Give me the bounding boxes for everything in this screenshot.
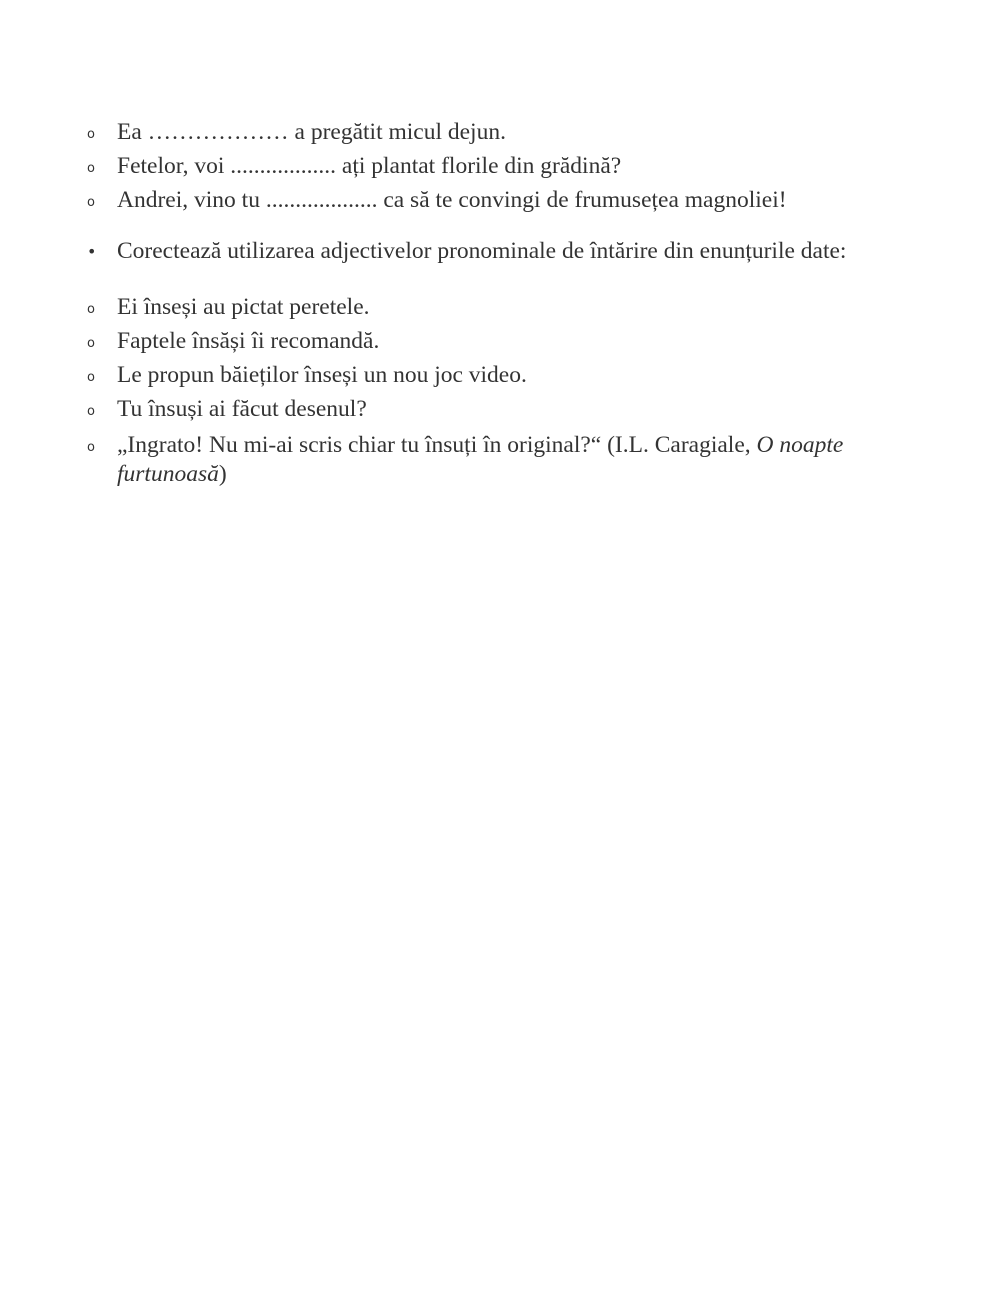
- fill-in-sentence-2: Fetelor, voi .................. ați plantat florile din grădină?: [117, 153, 622, 179]
- list-marker: o: [87, 195, 95, 210]
- correction-sentence-4: Tu însuși ai făcut desenul?: [117, 396, 367, 422]
- fill-in-sentence-3: Andrei, vino tu ................... ca să te convingi de frumusețea magnoliei!: [117, 187, 787, 213]
- list-marker: o: [87, 161, 95, 176]
- bullet-marker: •: [87, 242, 97, 261]
- list-marker: o: [87, 336, 95, 351]
- quote-close: ): [218, 461, 227, 487]
- list-marker: o: [87, 127, 95, 142]
- correction-sentence-3: Le propun băieților înseși un nou joc video.: [117, 362, 527, 388]
- correction-sentence-2: Faptele însăși îi recomandă.: [117, 328, 380, 354]
- quote-text: „Ingrato! Nu mi-ai scris chiar tu însuți în original?“ (I.L. Caragiale,: [117, 432, 757, 458]
- list-marker: o: [87, 404, 95, 419]
- fill-in-sentence-1: Ea ……………… a pregătit micul dejun.: [117, 119, 506, 145]
- list-marker: o: [87, 370, 95, 385]
- correction-sentence-1: Ei înseși au pictat peretele.: [117, 294, 370, 320]
- work-title-part2: furtunoasă: [117, 461, 219, 487]
- exercise-instruction: Corectează utilizarea adjectivelor pronominale de întărire din enunțurile date:: [117, 238, 847, 264]
- quote-line-1: [117, 431, 843, 459]
- quote-line-2: [117, 460, 227, 488]
- list-marker: o: [87, 440, 95, 455]
- work-title-part1: O noapte: [756, 432, 844, 458]
- list-marker: o: [87, 302, 95, 317]
